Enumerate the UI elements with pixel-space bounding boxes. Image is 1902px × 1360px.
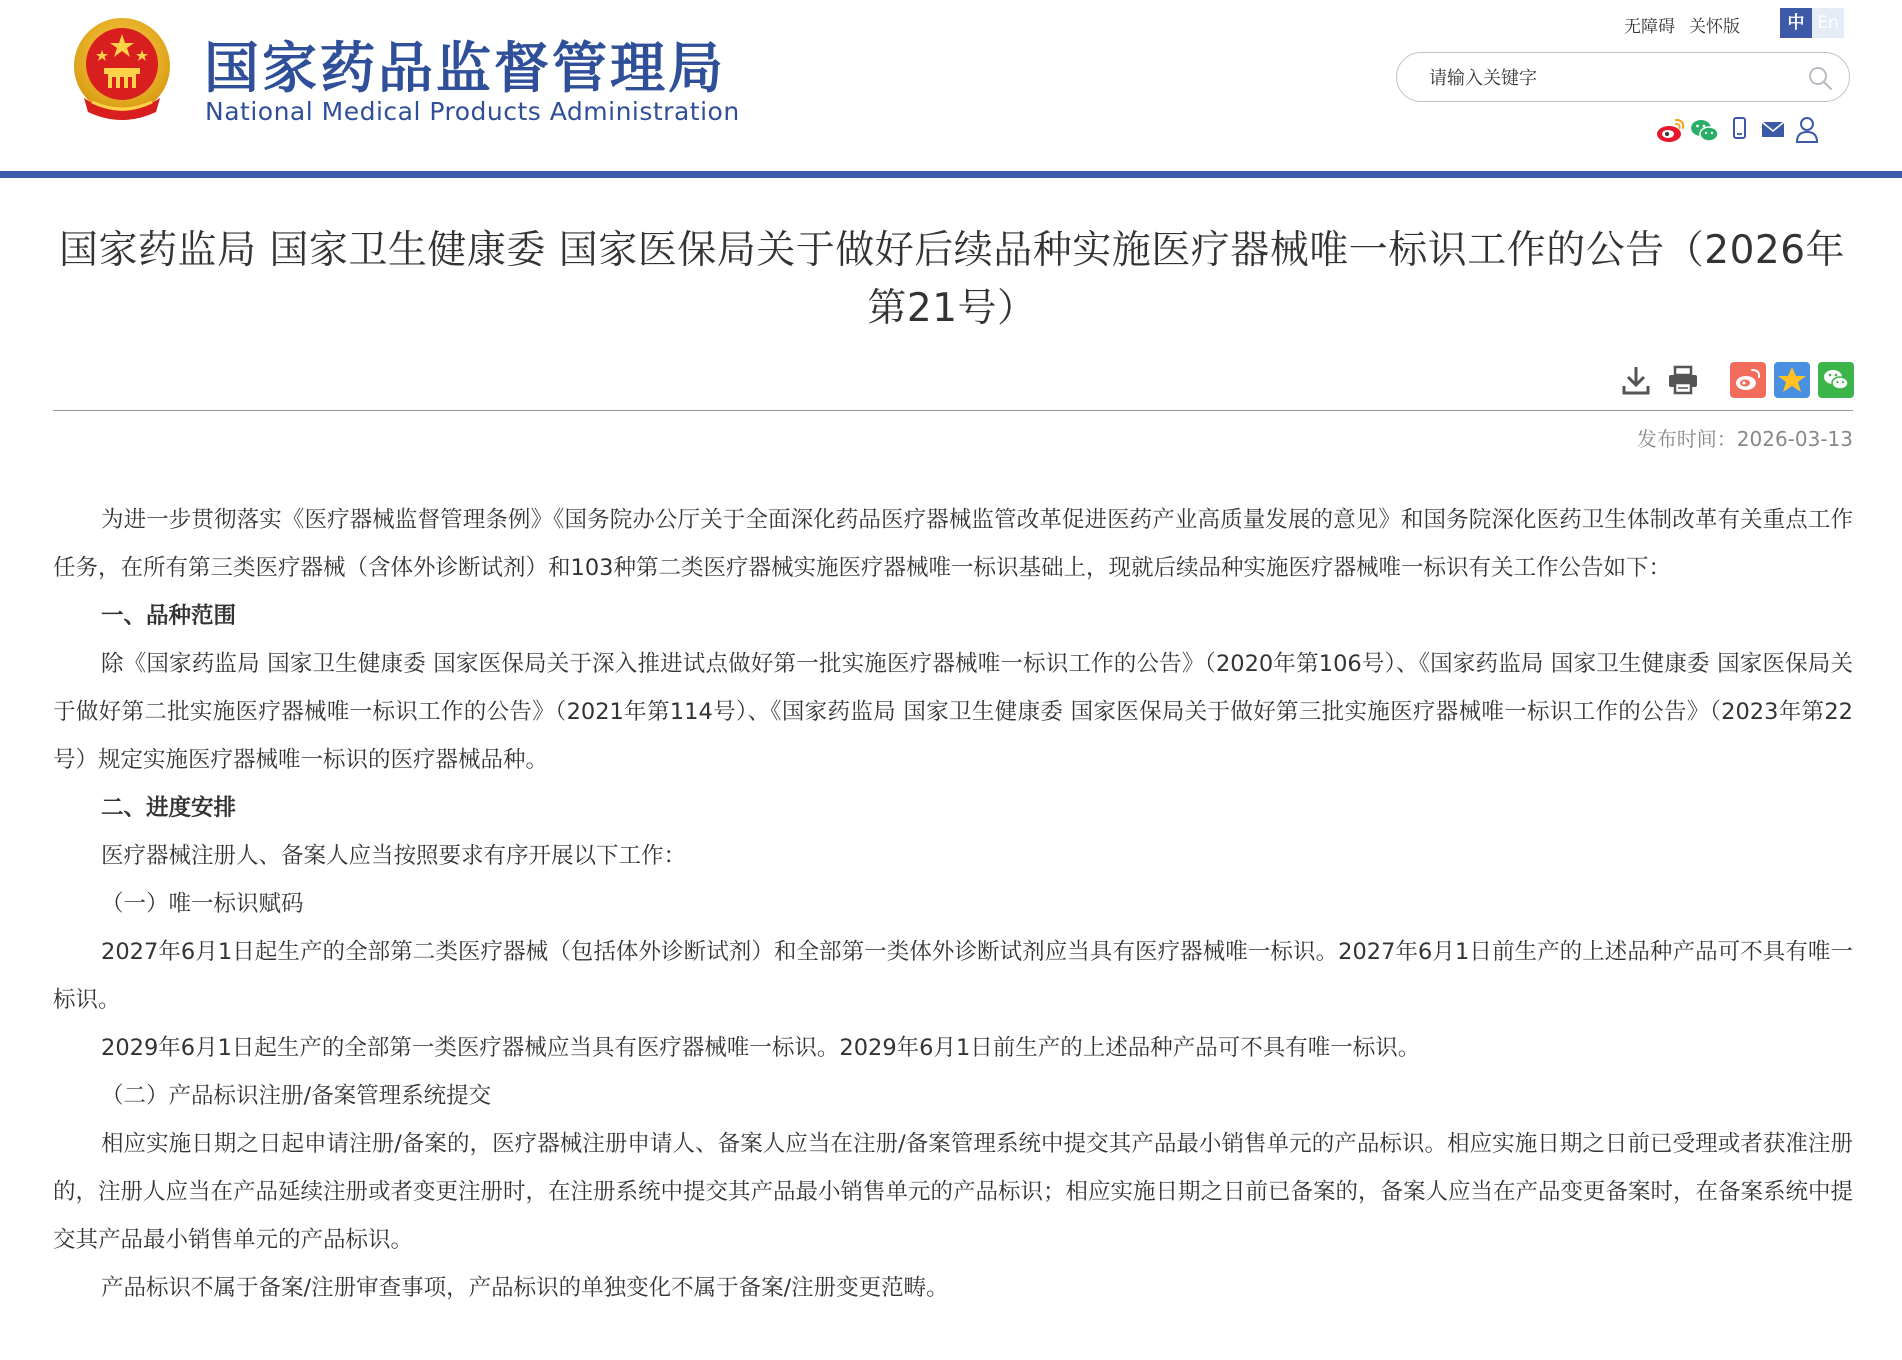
care-version-link[interactable]: 关怀版 [1689, 17, 1740, 37]
accessibility-link[interactable]: 无障碍 [1624, 17, 1675, 37]
publish-label: 发布时间： [1636, 427, 1737, 451]
top-links [1624, 12, 1754, 37]
print-icon[interactable] [1666, 362, 1700, 402]
site-title-cn[interactable]: 国家药品监督管理局 [204, 36, 727, 100]
sub-heading: （一）唯一标识赋码 [101, 891, 304, 917]
article-body [53, 496, 1853, 1312]
weibo-icon[interactable] [1654, 114, 1688, 146]
download-icon[interactable] [1620, 362, 1652, 402]
publish-date-line [1500, 423, 1853, 452]
share-weibo-icon[interactable] [1730, 362, 1766, 402]
header-accent-bar [0, 171, 1902, 178]
body-paragraph: 除《国家药监局 国家卫生健康委 国家医保局关于深入推进试点做好第一批实施医疗器械唯一标识工作的公告》（2020年第106号）、《国家药监局 国家卫生健康委 国家医保局关于做好第二批实施医疗器械唯一标识工作的公告》（2021年第114号）、《国家药监局 国家卫生健康委 国家医保局关于做好第三批实施医疗器械唯一标识工作的公告》（2023年第22号）规定实施医疗器械唯一标识的医疗器械品种。 [53, 651, 1853, 773]
language-switch [1780, 8, 1844, 38]
body-paragraph: 医疗器械注册人、备案人应当按照要求有序开展以下工作： [101, 843, 687, 869]
share-qzone-icon[interactable] [1774, 362, 1810, 402]
section-heading: 二、进度安排 [101, 795, 237, 821]
intro-paragraph: 为进一步贯彻落实《医疗器械监督管理条例》《国务院办公厅关于全面深化药品医疗器械监管改革促进医药产业高质量发展的意见》和国务院深化医药卫生体制改革有关重点工作任务，在所有第三类医疗器械（含体外诊断试剂）和103种第二类医疗器械实施医疗器械唯一标识基础上，现就后续品种实施医疗器械唯一标识有关工作公告如下： [53, 507, 1853, 581]
body-paragraph: 2029年6月1日起生产的全部第一类医疗器械应当具有医疗器械唯一标识。2029年6月1日前生产的上述品种产品可不具有唯一标识。 [101, 1035, 1421, 1061]
search-box [1396, 52, 1850, 102]
sub-heading: （二）产品标识注册/备案管理系统提交 [101, 1083, 492, 1109]
mobile-icon[interactable] [1722, 114, 1756, 146]
body-paragraph: 相应实施日期之日起申请注册/备案的，医疗器械注册申请人、备案人应当在注册/备案管理系统中提交其产品最小销售单元的产品标识。相应实施日期之日前已受理或者获准注册的，注册人应当在产品延续注册或者变更注册时，在注册系统中提交其产品最小销售单元的产品标识；相应实施日期之日前已备案的，备案人应当在产品变更备案时，在备案系统中提交其产品最小销售单元的产品标识。 [53, 1131, 1854, 1253]
publish-date: 2026-03-13 [1736, 427, 1853, 451]
body-paragraph: 产品标识不属于备案/注册审查事项，产品标识的单独变化不属于备案/注册变更范畴。 [101, 1275, 949, 1301]
site-header [0, 0, 1902, 178]
search-input[interactable] [1427, 63, 1791, 93]
article-title: 国家药监局 国家卫生健康委 国家医保局关于做好后续品种实施医疗器械唯一标识工作的公告（2026年第21号） [58, 228, 1846, 331]
site-title-en[interactable]: National Medical Products Administration [205, 97, 740, 126]
section-heading: 一、品种范围 [101, 603, 237, 629]
social-links [1654, 114, 1824, 146]
national-emblem-logo[interactable] [70, 16, 174, 128]
search-icon[interactable] [1807, 65, 1833, 91]
title-divider [53, 410, 1853, 411]
article-tools [1620, 362, 1854, 402]
user-icon[interactable] [1790, 114, 1824, 146]
share-wechat-icon[interactable] [1818, 362, 1854, 402]
body-paragraph: 2027年6月1日起生产的全部第二类医疗器械（包括体外诊断试剂）和全部第一类体外诊断试剂应当具有医疗器械唯一标识。2027年6月1日前生产的上述品种产品可不具有唯一标识。 [53, 939, 1853, 1013]
mail-icon[interactable] [1756, 114, 1790, 146]
wechat-icon[interactable] [1688, 114, 1722, 146]
lang-zh-button[interactable]: 中 [1780, 8, 1812, 38]
lang-en-button[interactable]: En [1812, 8, 1844, 38]
